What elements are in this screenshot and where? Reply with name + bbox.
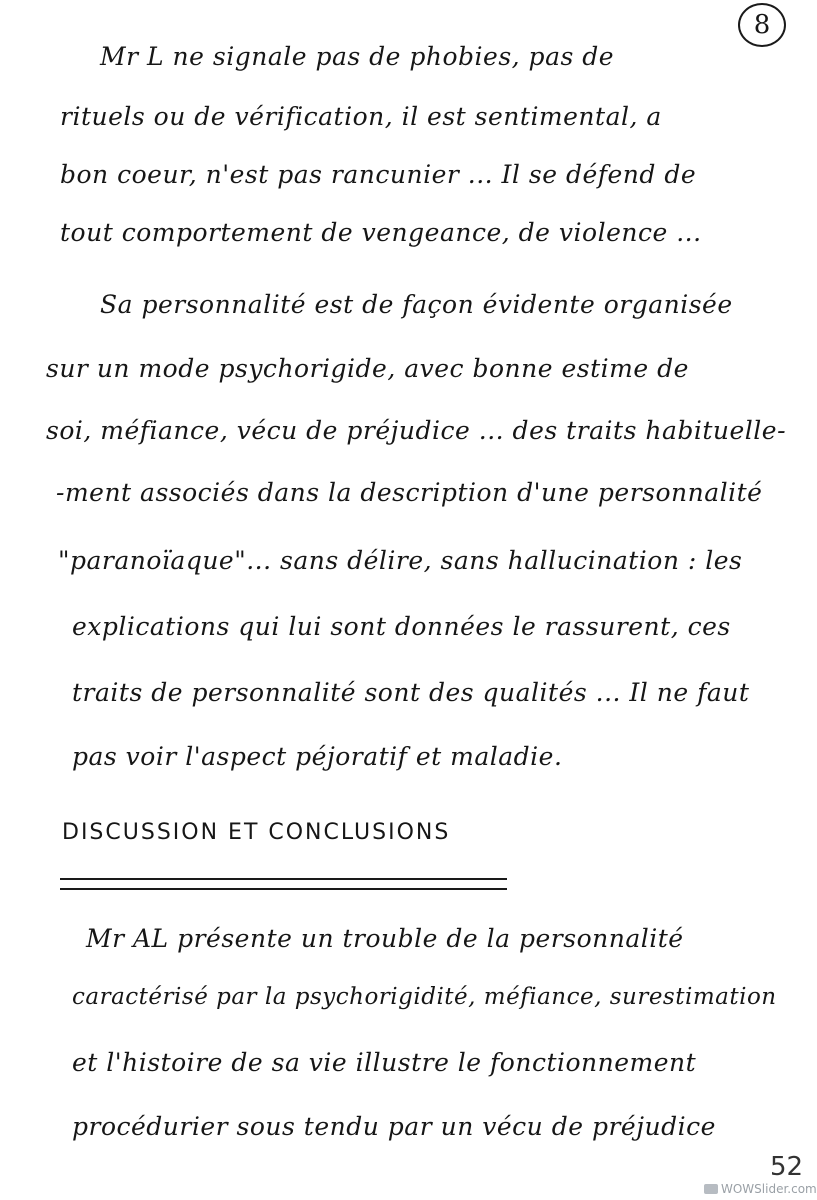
paragraph-3-line-4: procédurier sous tendu par un vécu de préjudice xyxy=(72,1112,716,1141)
paragraph-1-line-4: tout comportement de vengeance, de violence ... xyxy=(60,218,702,247)
paragraph-2-line-7: traits de personnalité sont des qualités ... Il ne faut xyxy=(72,678,750,707)
paragraph-2-line-8: pas voir l'aspect péjoratif et maladie. xyxy=(72,742,563,771)
heading-underline-1 xyxy=(60,878,507,880)
heading-underline-2 xyxy=(60,888,507,890)
paragraph-1-line-2: rituels ou de vérification, il est sentimental, a xyxy=(60,102,662,131)
paragraph-2-line-3: soi, méfiance, vécu de préjudice ... des traits habituelle- xyxy=(46,416,787,445)
paragraph-2-line-5: "paranoïaque"... sans délire, sans hallucination : les xyxy=(58,546,743,575)
paragraph-1-line-3: bon coeur, n'est pas rancunier ... Il se défend de xyxy=(60,160,697,189)
paragraph-3-line-1: Mr AL présente un trouble de la personnalité xyxy=(86,924,684,953)
paragraph-2-line-4: -ment associés dans la description d'une personnalité xyxy=(56,478,763,507)
watermark-text: WOWSlider.com xyxy=(721,1182,817,1196)
paragraph-3-line-2: caractérisé par la psychorigidité, méfiance, surestimation xyxy=(72,984,777,1010)
watermark xyxy=(704,1182,817,1196)
paragraph-2-line-2: sur un mode psychorigide, avec bonne estime de xyxy=(46,354,689,383)
section-heading: DISCUSSION ET CONCLUSIONS xyxy=(62,820,451,845)
paragraph-1-line-1: Mr L ne signale pas de phobies, pas de xyxy=(100,42,615,71)
slideshow-icon xyxy=(704,1184,718,1194)
page-number: 8 xyxy=(753,10,771,40)
paragraph-3-line-3: et l'histoire de sa vie illustre le fonctionnement xyxy=(72,1048,697,1077)
page-number-badge xyxy=(738,3,786,47)
paragraph-2-line-6: explications qui lui sont données le rassurent, ces xyxy=(72,612,731,641)
corner-page-number: 52 xyxy=(770,1152,804,1182)
paragraph-2-line-1: Sa personnalité est de façon évidente organisée xyxy=(100,290,733,319)
